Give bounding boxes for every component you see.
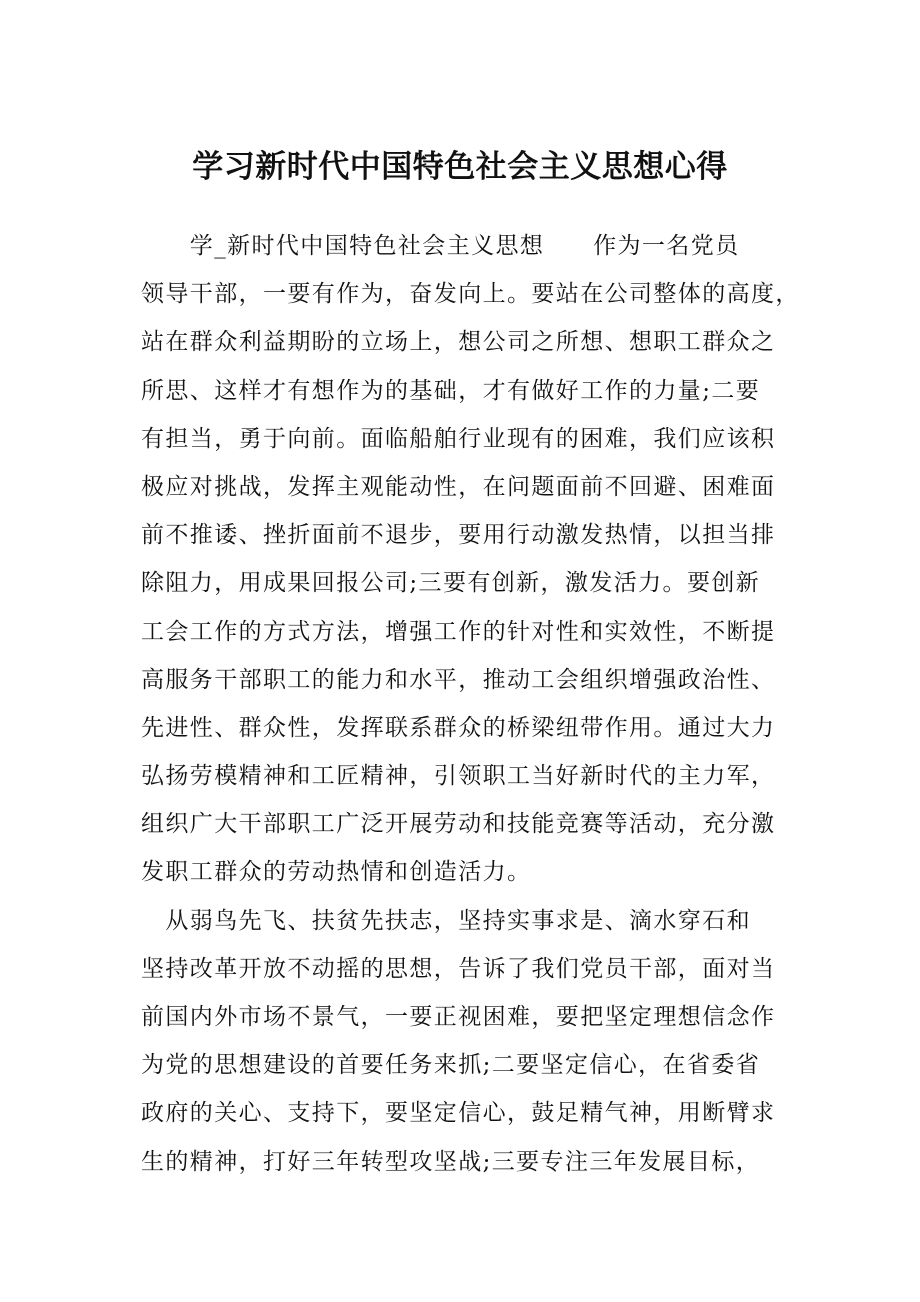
- text-line: 弘扬劳模精神和工匠精神，引领职工当好新时代的主力军，: [141, 763, 776, 790]
- text-line: 极应对挑战，发挥主观能动性，在问题面前不回避、困难面: [141, 473, 776, 500]
- text-line: 政府的关心、支持下，要坚定信心，鼓足精气神，用断臂求: [141, 1100, 776, 1127]
- text-line: 前不推诿、挫折面前不退步，要用行动激发热情，以担当排: [141, 522, 776, 549]
- paragraph-1: [141, 222, 800, 897]
- document-title: 学习新时代中国特色社会主义思想心得: [192, 149, 728, 185]
- paragraph-2: [141, 897, 791, 1186]
- document-body: [141, 222, 800, 1186]
- text-line: 发职工群众的劳动热情和创造活力。: [141, 859, 532, 886]
- text-line: 组织广大干部职工广泛开展劳动和技能竞赛等活动，充分激: [141, 811, 776, 838]
- text-line: 先进性、群众性，发挥联系群众的桥梁纽带作用。通过大力: [141, 714, 776, 741]
- text-line: 为党的思想建设的首要任务来抓;二要坚定信心，在省委省: [141, 1052, 761, 1079]
- text-line: 所思、这样才有想作为的基础，才有做好工作的力量;二要: [141, 377, 761, 404]
- text-line: 前国内外市场不景气，一要正视困难，要把坚定理想信念作: [141, 1004, 776, 1030]
- text-line: 站在群众利益期盼的立场上，想公司之所想、想职工群众之: [141, 329, 776, 356]
- text-line: 有担当，勇于向前。面临船舶行业现有的困难，我们应该积: [141, 425, 776, 452]
- text-line: 生的精神，打好三年转型攻坚战;三要专注三年发展目标，: [141, 1148, 761, 1175]
- text-line: 高服务干部职工的能力和水平，推动工会组织增强政治性、: [141, 666, 776, 693]
- text-line: 坚持改革开放不动摇的思想，告诉了我们党员干部，面对当: [141, 955, 776, 982]
- text-line: 从弱鸟先飞、扶贫先扶志，坚持实事求是、滴水穿石和: [141, 907, 751, 934]
- text-line: 领导干部，一要有作为，奋发向上。要站在公司整体的高度，: [141, 281, 800, 308]
- text-line: 学_新时代中国特色社会主义思想 作为一名党员: [141, 233, 740, 259]
- text-line: 工会工作的方式方法，增强工作的针对性和实效性，不断提: [141, 618, 776, 645]
- text-line: 除阻力，用成果回报公司;三要有创新，激发活力。要创新: [141, 570, 761, 597]
